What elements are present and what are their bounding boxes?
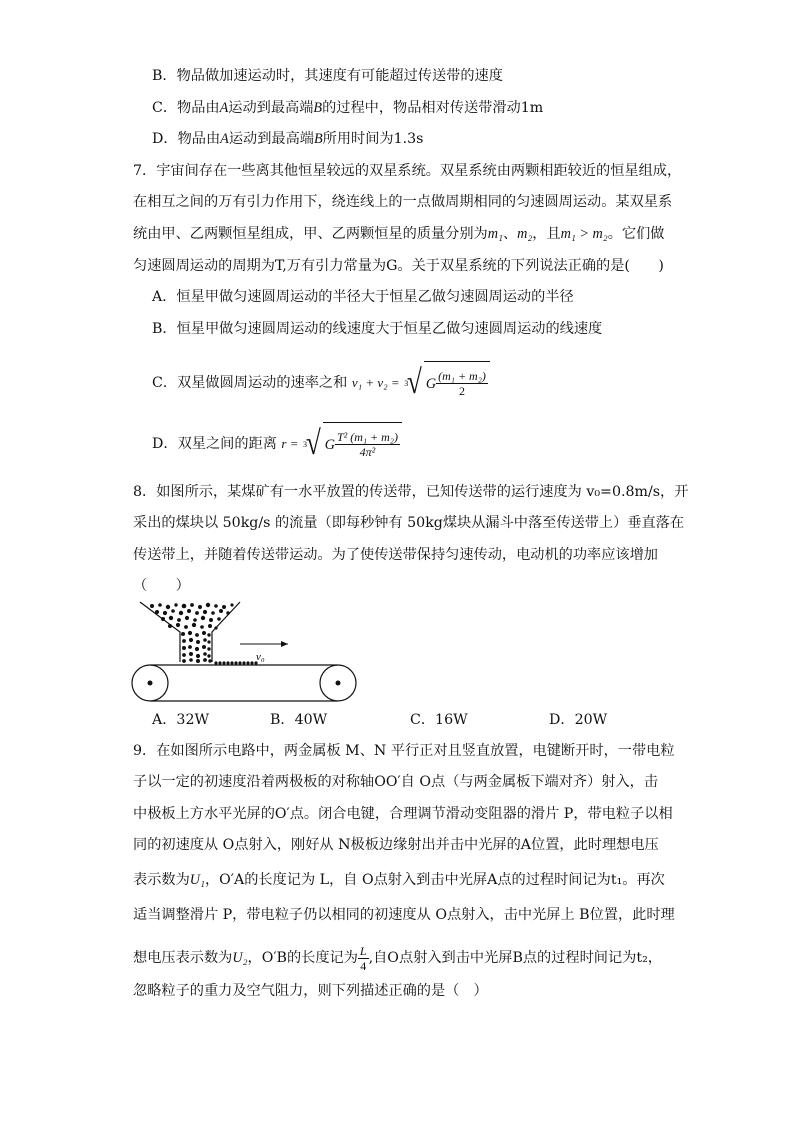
q9-stem-line2: 子以一定的初速度沿着两极板的对称轴OO′自 O点（与两金属板下端对齐）射入，击 (133, 774, 659, 790)
velocity-label: v₀ (256, 651, 265, 663)
cube-root-expression: 3 √ G $\frac{\text{(m₁ + m₂)}}{2}$ (404, 360, 490, 406)
q7-stem-line1: 7．宇宙间存在一些离其他恒星较远的双星系统。双星系统由两颗相距较近的恒星组成， (133, 163, 682, 179)
q7-stem-line2: 在相互之间的万有引力作用下，绕连线上的一点做周期相同的匀速圆周运动。某双星系 (133, 194, 673, 210)
q7-stem-line4: 匀速圆周运动的周期为T,万有引力常量为G。关于双星系统的下列说法正确的是( ) (133, 258, 664, 274)
q8-option-a: A．32W (152, 712, 210, 728)
coal-particles (150, 603, 258, 665)
q7-option-d: D．双星之间的距离 r = 3 √ G $\frac{\text{T² (m₁ + m₂)}}{\text{4π²}}$ (152, 421, 402, 467)
q8-stem-line3: 传送带上，并随着传送带运动。为了使传送带保持匀速传动，电动机的功率应该增加 (133, 547, 658, 563)
q8-stem-line1: 8．如图所示，某煤矿有一水平放置的传送带，已知传送带的运行速度为 v₀=0.8m/s，开 (133, 484, 689, 500)
q9-stem-line8: 忽略粒子的重力及空气阻力，则下列描述正确的是（ ） (133, 983, 488, 999)
q9-stem-line1: 9．在如图所示电路中，两金属板 M、N 平行正对且竖直放置，电键断开时，一带电粒 (133, 743, 675, 759)
q6-option-c: C．物品由A运动到最高端B的过程中，物品相对传送带滑动1m (152, 100, 544, 116)
conveyor-belt-figure (128, 600, 360, 704)
q7-option-c: C．双星做圆周运动的速率之和 v₁ + v₂ = 3 √ G $\frac{\text{(m₁ + m₂)}}{2}$ (152, 360, 490, 406)
q8-answer-options (0, 710, 794, 730)
q6-option-d: D．物品由A运动到最高端B所用时间为1.3s (152, 131, 424, 147)
q9-stem-line3: 中极板上方水平光屏的O′点。闭合电键，合理调节滑动变阻器的滑片 P，带电粒子以相 (133, 806, 673, 822)
q7-option-b: B．恒星甲做匀速圆周运动的线速度大于恒星乙做匀速圆周运动的线速度 (152, 321, 603, 337)
q7-option-a: A．恒星甲做匀速圆周运动的半径大于恒星乙做匀速圆周运动的半径 (152, 289, 574, 305)
q8-stem-line4: （ ） (133, 578, 190, 594)
q9-stem-line5: 表示数为U₁，O′A的长度记为 L，自 O点射入到击中光屏A点的过程时间记为t₁。再次 (133, 872, 665, 888)
q7-stem-line3: 统由甲、乙两颗恒星组成，甲、乙两颗恒星的质量分别为m₁、m₂，且m₁ > m₂。它们做 (133, 226, 665, 242)
q9-stem-line6: 适当调整滑片 P，带电粒子仍以相同的初速度从 O点射入，击中光屏上 B位置，此时理 (133, 907, 675, 923)
q8-stem-line2: 采出的煤块以 50kg/s 的流量（即每秒钟有 50kg煤块从漏斗中落至传送带上）垂直落在 (133, 515, 685, 531)
q9-stem-line4: 同的初速度从 O点射入，刚好从 N极板边缘射出并击中光屏的A位置，此时理想电压 (133, 837, 659, 853)
cube-root-expression: 3 √ G $\frac{\text{T² (m₁ + m₂)}}{\text{4π²}}$ (303, 421, 402, 467)
q9-stem-line7: 想电压表示数为U₂，O′B的长度记为 $\frac{L}{4}$ ,自O点射入到击中光屏B点的过程时间记为t₂， (133, 943, 662, 973)
q8-option-d: D．20W (549, 712, 608, 728)
q6-option-b: B．物品做加速运动时，其速度有可能超过传送带的速度 (152, 68, 503, 84)
q8-option-c: C．16W (410, 712, 468, 728)
q8-option-b: B．40W (270, 712, 328, 728)
